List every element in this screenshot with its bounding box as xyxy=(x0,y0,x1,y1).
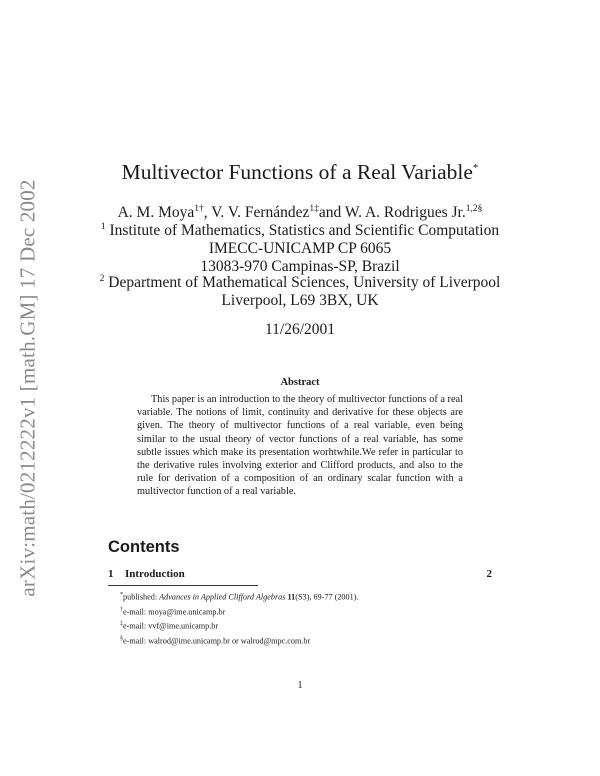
footnote-email-moya xyxy=(120,604,358,619)
footnote-rule xyxy=(108,585,258,586)
footnote-journal: Advances in Applied Clifford Algebras xyxy=(159,592,286,602)
affiliation-line xyxy=(95,240,505,258)
footnote-mark: § xyxy=(120,636,123,643)
footnote-text: e-mail: moya@ime.unicamp.br xyxy=(123,607,226,617)
footnote-mark: * xyxy=(120,592,123,598)
toc-entry-page: 2 xyxy=(486,568,492,580)
paper-date: 11/26/2001 xyxy=(264,321,336,338)
affiliation-number: 1 xyxy=(100,222,106,232)
footnote-email-rodrigues xyxy=(120,633,358,648)
footnote-mark: ‡ xyxy=(120,621,123,628)
footnote-label: published: xyxy=(123,592,160,602)
affiliation-text: Institute of Mathematics, Statistics and Scientific Computation xyxy=(109,222,500,240)
footnote-published xyxy=(120,589,358,604)
abstract-text: This paper is an introduction to the theory of multivector functions of a real variable. The notions of limit, continuity and derivative for these objects are given. The theory of multivector functions of a real variable, even being similar to the usual theory of vector functions of a real variable, has some subtle issues which make its presentation worhtwhile.We refer in particular to the derivative rules involving exterior and Clifford products, and also to the rule for derivation of a composition of an ordinary scalar function with a multivector function of a real variable. xyxy=(137,394,463,498)
affiliation-line xyxy=(95,222,505,240)
author-rodrigues-marks: 1,2§ xyxy=(465,204,483,214)
footnote-email-fernandez xyxy=(120,618,358,633)
affiliation-text: Department of Mathematical Sciences, University of Liverpool xyxy=(108,274,501,292)
title-footnote-mark: * xyxy=(472,161,479,174)
paper-title xyxy=(100,160,500,185)
contents-heading: Contents xyxy=(108,538,180,556)
footnote-text: e-mail: vvf@ime.unicamp.br xyxy=(123,622,219,632)
page-number: 1 xyxy=(297,680,303,691)
footnote-mark: † xyxy=(120,606,123,613)
affiliation-text: Liverpool, L69 3BX, UK xyxy=(221,292,379,309)
footnote-rest: (S3), 69-77 (2001). xyxy=(295,592,359,602)
author-fernandez-marks: 1‡ xyxy=(309,204,319,214)
author-moya: A. M. Moya xyxy=(117,204,195,222)
affiliation-line xyxy=(95,274,505,292)
author-fernandez: V. V. Fernández xyxy=(211,204,310,222)
affiliation-line xyxy=(95,292,505,310)
author-line xyxy=(95,204,505,222)
toc-entry-number: 1 xyxy=(108,568,114,580)
title-text: Multivector Functions of a Real Variable xyxy=(121,160,473,184)
toc-entry-title: Introduction xyxy=(125,568,185,580)
footnotes xyxy=(120,589,358,648)
affiliation-number: 2 xyxy=(99,274,105,284)
author-moya-marks: 1† xyxy=(194,204,204,214)
footnote-text: e-mail: walrod@ime.unicamp.br or walrod@mpc.com.br xyxy=(123,636,311,646)
author-rodrigues: W. A. Rodrigues Jr. xyxy=(344,204,466,222)
author-and: and xyxy=(318,204,345,222)
author-separator: , xyxy=(203,204,212,222)
affiliation-text: IMECC-UNICAMP CP 6065 xyxy=(208,240,392,257)
arxiv-stamp: arXiv:math/0212222v1 [math.GM] 17 Dec 2002 xyxy=(15,179,40,597)
affiliation-text: 13083-970 Campinas-SP, Brazil xyxy=(200,258,400,275)
footnote-volume: 11 xyxy=(287,592,296,602)
abstract-heading: Abstract xyxy=(280,377,320,388)
